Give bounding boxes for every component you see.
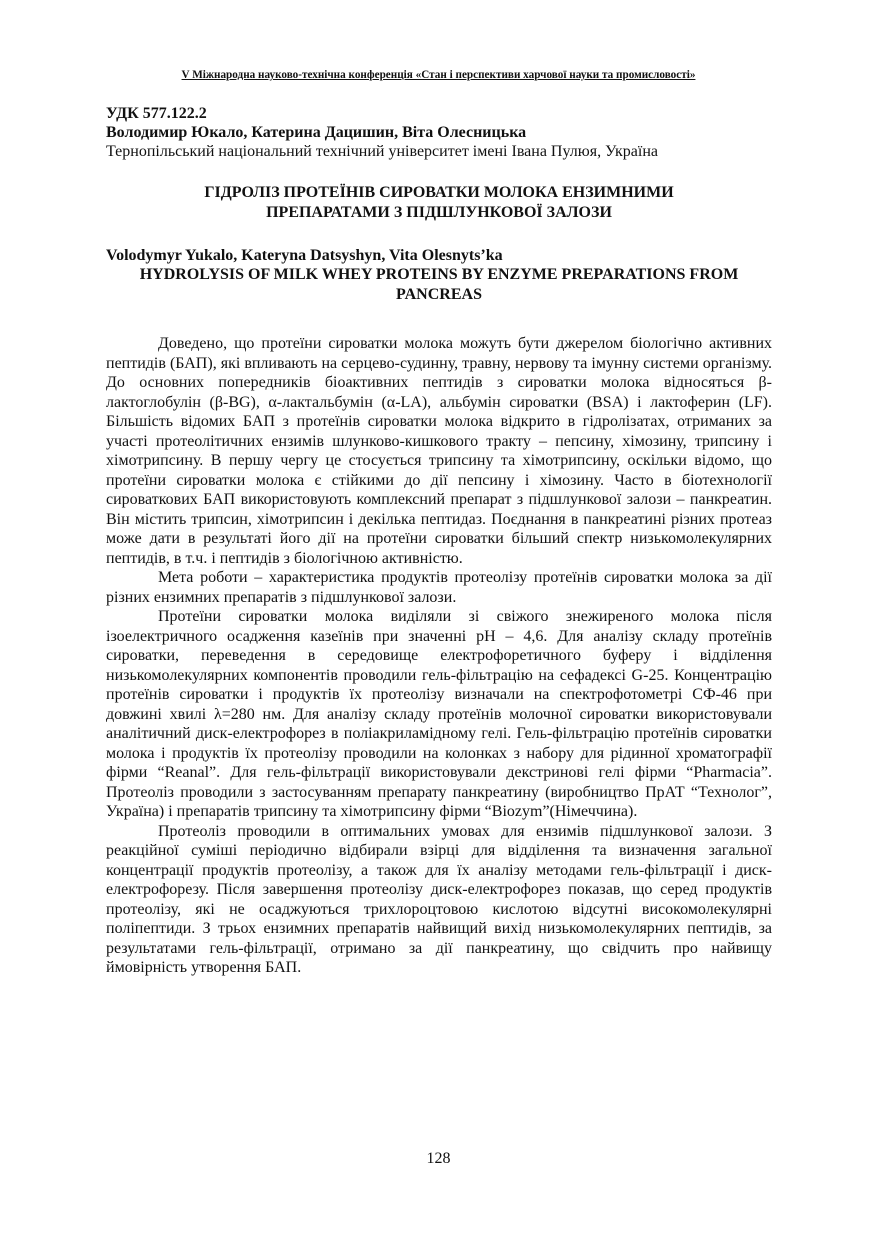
title-en-line1: HYDROLYSIS OF MILK WHEY PROTEINS BY ENZYME PREPARATIONS FROM [139, 266, 739, 283]
paragraph-1: Доведено, що протеїни сироватки молока можуть бути джерелом біологічно активних пептидів (БАП), які впливають на серцево-судинну, травну, нервову та імунну системи організму. До основних попередників біоактивних пептидів з сироватки молока відносяться β-лактоглобулін (β-BG), α-лактальбумін (α-LA), альбумін сироватки (BSA) і лактоферин (LF). Більшість відомих БАП з протеїнів сироватки молока відкрито в гідролізатах, отриманих за участі протеолітичних ензимів шлунково-кишкового тракту – пепсину, хімозину, трипсину і хімотрипсину. В першу чергу це стосується трипсину та хімотрипсину, оскільки відомо, що протеїни сироватки молока є стійкими до дії пепсину і хімозину. Часто в біотехнології сироваткових БАП використовують комплексний препарат з підшлункової залози – панкреатин. Він містить трипсин, хімотрипсин і декілька пептидаз. Поєднання в панкреатині різних протеаз може дати в результаті його дії на протеїни сироватки більший спектр низькомолекулярних пептидів, в т.ч. і пептидів з біологічною активністю. [106, 335, 772, 567]
udc-code: УДК 577.122.2 [106, 105, 207, 122]
article [106, 102, 772, 978]
running-head: V Міжнародна науково-технічна конференція «Стан і перспективи харчової науки та промисловості» [181, 69, 696, 81]
paragraph-3: Протеїни сироватки молока виділяли зі свіжого знежиреного молока після ізоелектричного осадження казеїнів при значенні рН – 4,6. Для аналізу складу протеїнів сироватки, переведення в середовище електрофоретичного буферу і відділення низькомолекулярних компонентів проводили гель-фільтрацію на сефадексі G-25. Концентрацію протеїнів сироватки і продуктів їх протеолізу визначали на спектрофотометрі СФ-46 при довжині хвилі λ=280 нм. Для аналізу складу протеїнів молочної сироватки використовували аналітичний диск-електрофорез в поліакриламідному гелі. Гель-фільтрацію протеїнів сироватки молока і продуктів їх протеолізу проводили на колонках з набору для рідинної хроматографії фірми “Reanal”. Для гель-фільтрації використовували декстринові гелі фірми “Pharmacia”. Протеоліз проводили з застосуванням препарату панкреатину (виробництво ПрАТ “Технолог”, Україна) і препаратів трипсину та хімотрипсину фірми “Biozym”(Німеччина). [106, 608, 772, 820]
paragraph-4: Протеоліз проводили в оптимальних умовах для ензимів підшлункової залози. З реакційної суміші періодично відбирали взірці для відділення та визначення загальної концентрації продуктів протеолізу, а також для їх аналізу методами гель-фільтрації і диск-електрофорезу. Після завершення протеолізу диск-електрофорез показав, що серед продуктів протеолізу, які не осаджуються трихлороцтовою кислотою відсутні високомолекулярні поліпептиди. З трьох ензимних препаратів найвищий вихід низькомолекулярних пептидів, за результатами гель-фільтрації, отримано за дії панкреатину, що свідчить про найвищу ймовірність утворення БАП. [106, 822, 772, 976]
title-en-line2: PANCREAS [396, 285, 482, 303]
title-ua [106, 183, 772, 222]
title-ua-line2: ПРЕПАРАТАМИ З ПІДШЛУНКОВОЇ ЗАЛОЗИ [266, 203, 612, 221]
authors-ua: Володимир Юкало, Катерина Дацишин, Віта Олесницька [106, 124, 527, 141]
authors-en: Volodymyr Yukalo, Kateryna Datsyshyn, Vita Olesnyts’ka [106, 247, 503, 264]
paragraph-2: Мета роботи – характеристика продуктів протеолізу протеїнів сироватки молока за дії різних ензимних препаратів з підшлункової залози. [106, 569, 772, 606]
page-number: 128 [426, 1150, 451, 1167]
body-text [106, 334, 772, 978]
title-en [106, 265, 772, 304]
title-ua-line1: ГІДРОЛІЗ ПРОТЕЇНІВ СИРОВАТКИ МОЛОКА ЕНЗИМНИМИ [204, 184, 674, 201]
affiliation-ua: Тернопільський національний технічний університет імені Івана Пулюя, Україна [106, 143, 658, 160]
